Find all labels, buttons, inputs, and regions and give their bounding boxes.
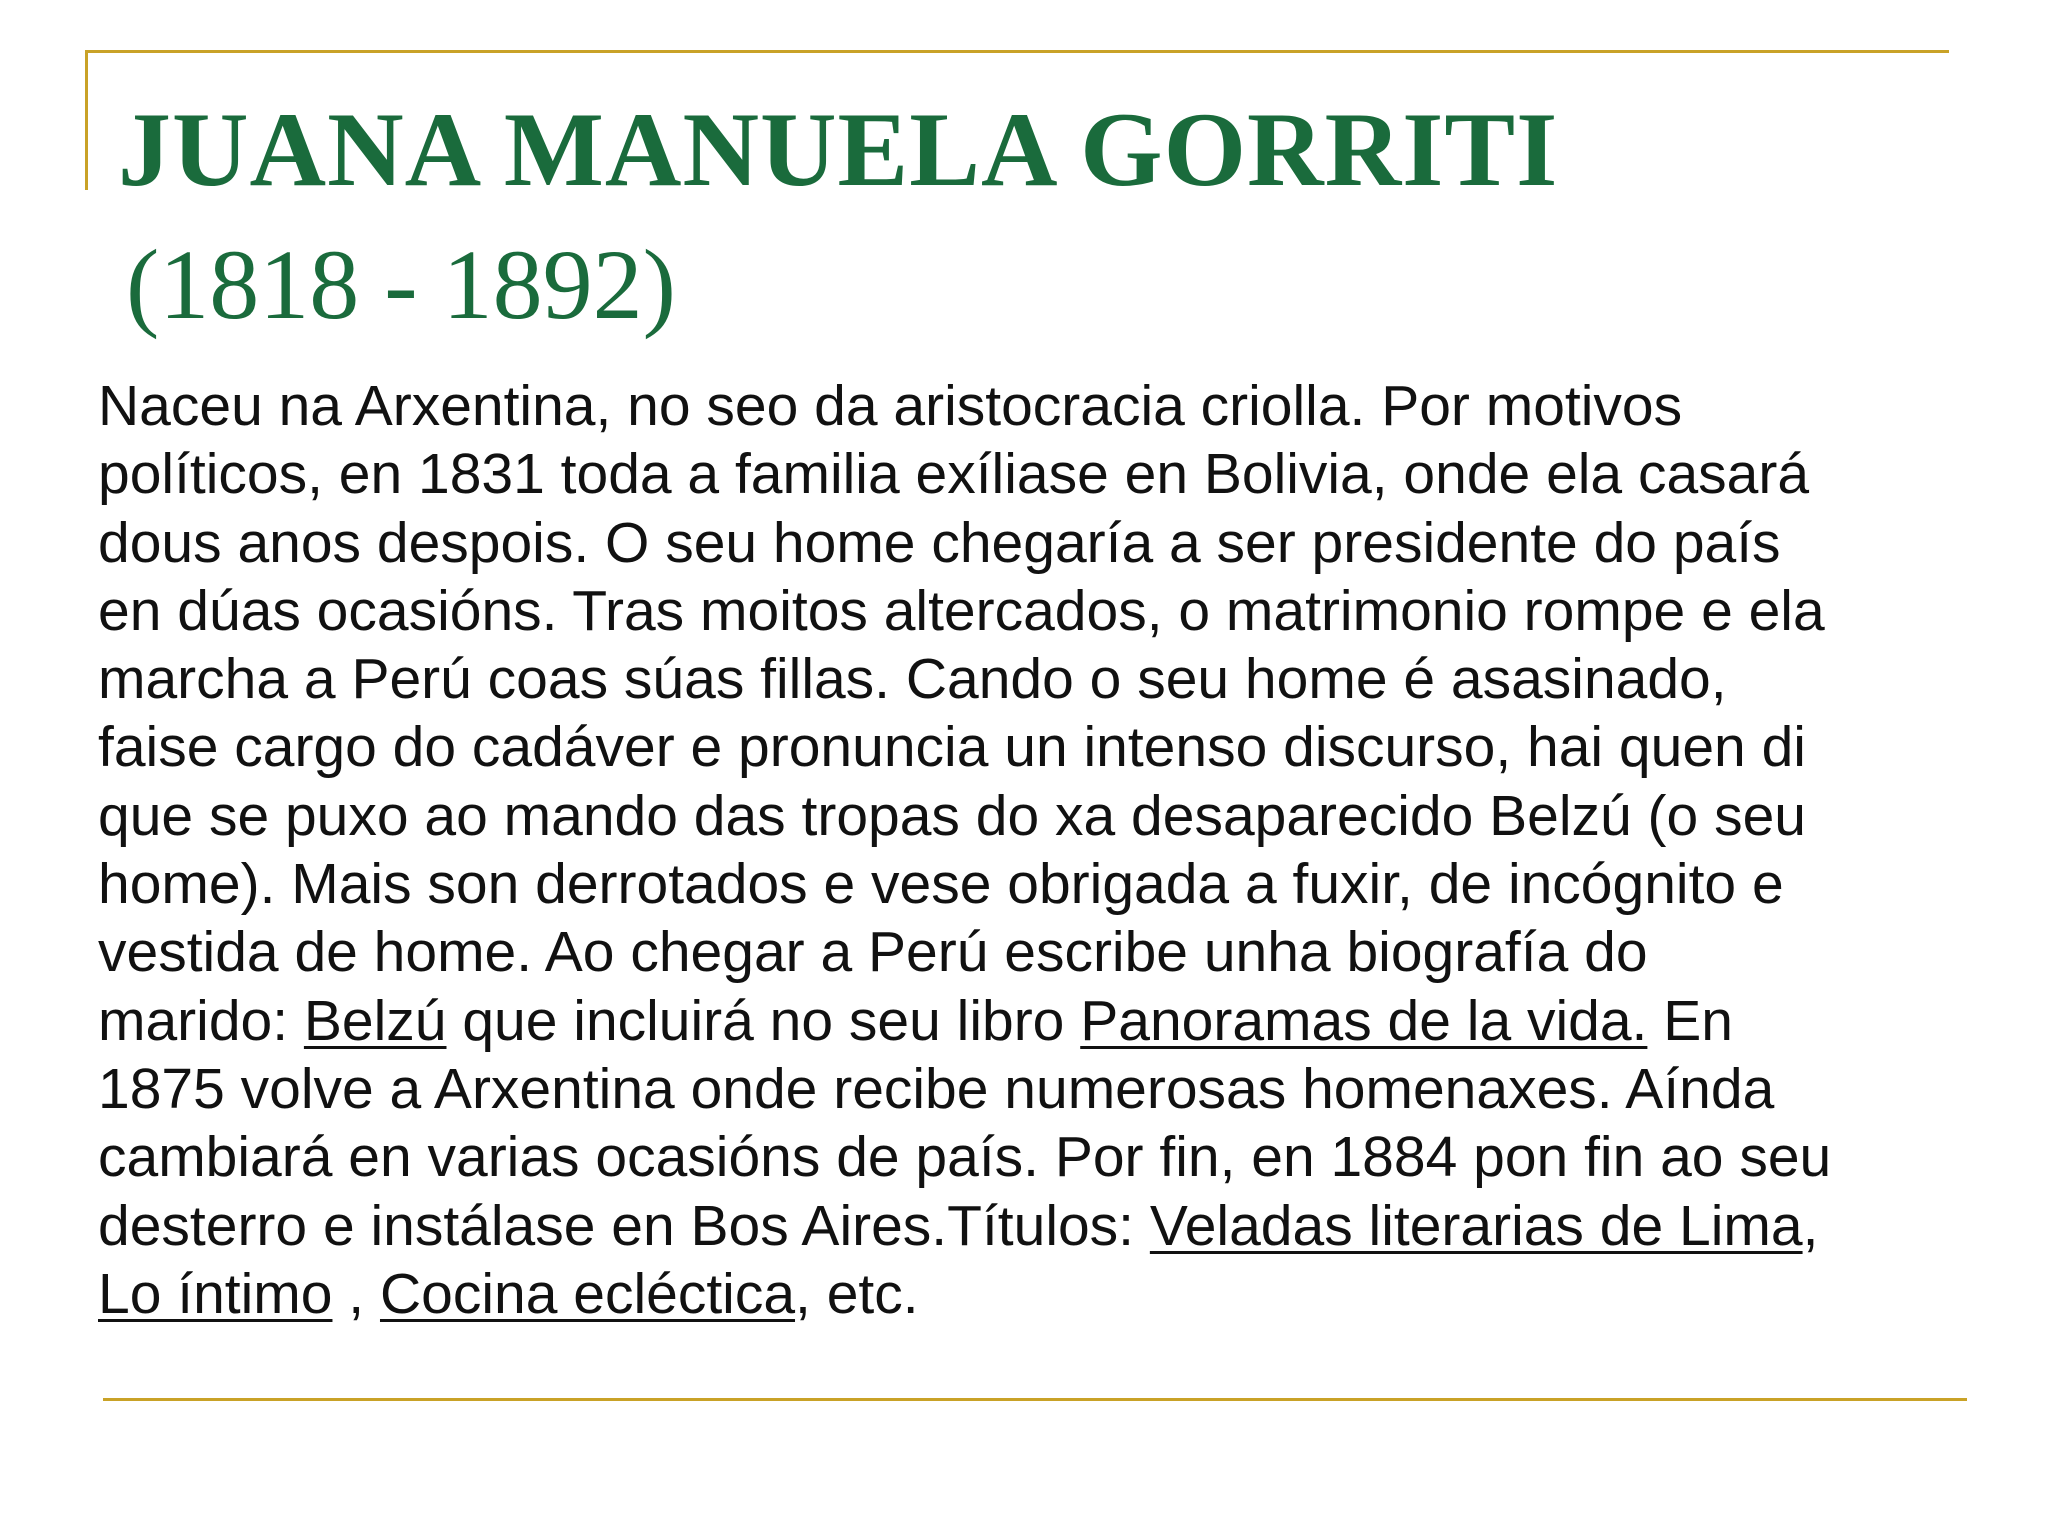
body-line [98, 1192, 2028, 1260]
body-line: que se puxo ao mando das tropas do xa desaparecido Belzú (o seu [98, 783, 1806, 848]
body-line: Naceu na Arxentina, no seo da aristocracia criolla. Por motivos [98, 374, 1683, 438]
body-line: faise cargo do cadáver e pronuncia un intenso discurso, hai quen di [98, 715, 1806, 780]
body-text-segment: , [1802, 1193, 1819, 1258]
body-line [98, 1260, 2028, 1328]
body-text-segment: , [332, 1261, 380, 1326]
body-line: dous anos despois. O seu home chegaría a ser presidente do país [98, 510, 1781, 575]
slide-dates: (1818 - 1892) [126, 229, 676, 340]
body-line: políticos, en 1831 toda a familia exíliase en Bolivia, onde ela casará [98, 442, 1810, 507]
body-text-segment: En [1647, 988, 1733, 1053]
frame-top-rule [85, 50, 1949, 53]
frame-bottom-rule [103, 1398, 1967, 1401]
body-text-segment: marido: [98, 988, 304, 1053]
body-line [98, 987, 2028, 1055]
body-line: en dúas ocasións. Tras moitos altercados, o matrimonio rompe e ela [98, 578, 1825, 643]
link-cocina-eclectica[interactable]: Cocina ecléctica [379, 1261, 796, 1326]
body-line: cambiará en varias ocasións de país. Por fin, en 1884 pon fin ao seu [98, 1125, 1832, 1190]
body-line: marcha a Perú coas súas fillas. Cando o seu home é asasinado, [98, 647, 1727, 712]
body-text-segment: desterro e instálase en Bos Aires.Títulos: [98, 1193, 1150, 1258]
link-veladas-literarias-de-lima[interactable]: Veladas literarias de Lima [1149, 1193, 1803, 1258]
slide-body [98, 372, 2028, 1328]
link-panoramas-de-la-vida[interactable]: Panoramas de la vida. [1080, 988, 1648, 1053]
body-line: home). Mais son derrotados e vese obrigada a fuxir, de incógnito e [98, 852, 1784, 917]
link-lo-intimo[interactable]: Lo íntimo [98, 1261, 333, 1326]
body-text-segment: , etc. [795, 1261, 919, 1326]
link-belzu[interactable]: Belzú [303, 988, 447, 1053]
body-line: 1875 volve a Arxentina onde recibe numerosas homenaxes. Aínda [98, 1056, 1775, 1121]
body-text-segment: que incluirá no seu libro [446, 988, 1081, 1053]
frame-left-rule [85, 50, 88, 190]
slide-title: JUANA MANUELA GORRITI [118, 91, 1559, 208]
body-line: vestida de home. Ao chegar a Perú escribe unha biografía do [98, 920, 1648, 985]
